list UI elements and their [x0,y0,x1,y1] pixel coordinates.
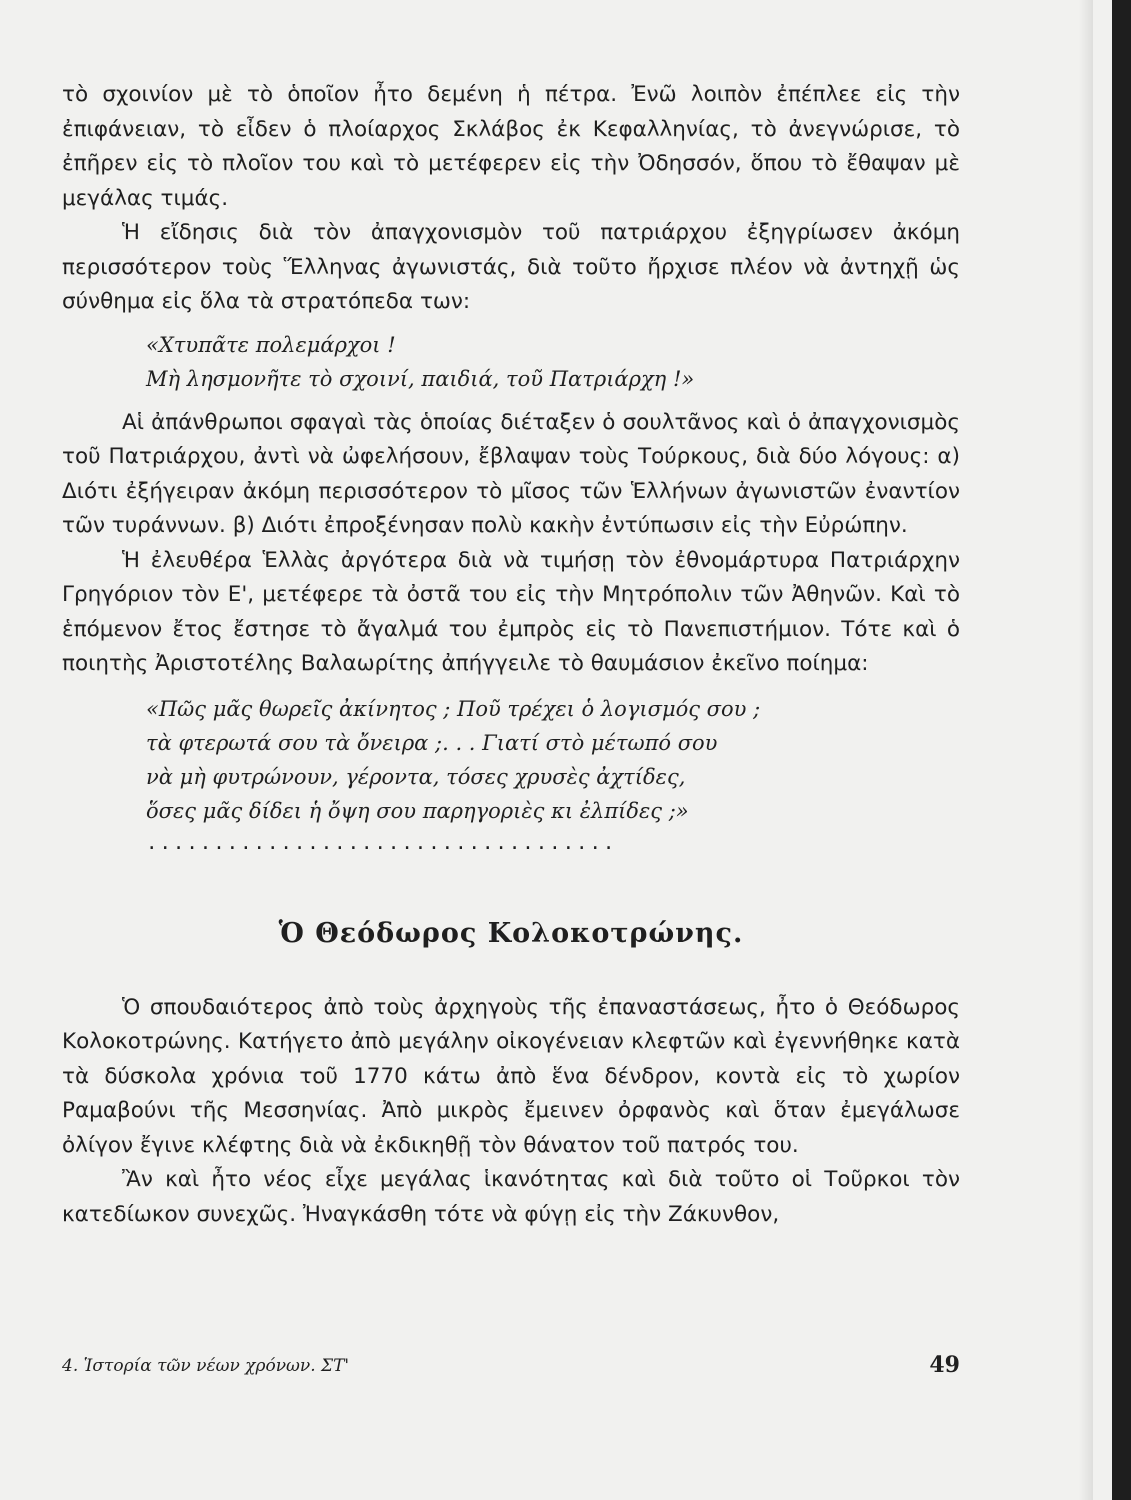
poem-line: «Πῶς μᾶς θωρεῖς ἀκίνητος ; Ποῦ τρέχει ὁ λογισμός σου ; [146,696,761,721]
paragraph: Ὁ σπουδαιότερος ἀπὸ τοὺς ἀρχηγοὺς τῆς ἐπαναστάσεως, ἦτο ὁ Θεόδωρος Κολοκοτρώνης. Κατήγετο ἀπὸ μεγάλην οἰκογένειαν κλεφτῶν καὶ ἐγεννήθηκε κατὰ τὰ δύσκολα χρόνια τοῦ 1770 κάτω ἀπὸ ἕνα δένδρον, κοντὰ εἰς τὸ χωρίον Ραμαβούνι τῆς Μεσσηνίας. Ἀπὸ μικρὸς ἔμεινεν ὀρφανὸς καὶ ὅταν ἐμεγάλωσε ὀλίγον ἔγινε κλέφτης διὰ νὰ ἐκδικηθῇ τὸν θάνατον τοῦ πατρός του. [62,994,960,1158]
page-edge-shadow [1079,0,1093,1500]
verse-line: «Χτυπᾶτε πολεμάρχοι ! [146,332,396,357]
poem-line: τὰ φτερωτά σου τὰ ὄνειρα ;. . . Γιατί στὸ μέτωπό σου [146,730,718,755]
section-heading: Ὁ Θεόδωρος Κολοκοτρώνης. [278,917,744,949]
page-footer [62,1352,960,1386]
poem [62,692,960,828]
paragraph: Ἡ εἴδησις διὰ τὸν ἀπαγχονισμὸν τοῦ πατριάρχου ἐξηγρίωσεν ἀκόμη περισσότερον τοὺς Ἕλληνας ἀγωνιστάς, διὰ τοῦτο ἤρχισε πλέον νὰ ἀντηχῇ ὡς σύνθημα εἰς ὅλα τὰ στρατόπεδα των: [62,220,960,314]
paragraph-continuation: τὸ σχοινίον μὲ τὸ ὁποῖον ἦτο δεμένη ἡ πέτρα. Ἐνῶ λοιπὸν ἐπέπλεε εἰς τὴν ἐπιφάνειαν, τὸ εἶδεν ὁ πλοίαρχος Σκλάβος ἐκ Κεφαλληνίας, τὸ ἀνεγνώρισε, τὸ ἐπῆρεν εἰς τὸ πλοῖον του καὶ τὸ μετέφερεν εἰς τὴν Ὀδησσόν, ὅπου τὸ ἔθαψαν μὲ μεγάλας τιμάς. [62,82,960,211]
page-number: 49 [929,1352,960,1378]
poem-line: νὰ μὴ φυτρώνουν, γέροντα, τόσες χρυσὲς ἀχτίδες, [146,764,686,789]
verse-line: Μὴ λησμονῆτε τὸ σχοινί, παιδιά, τοῦ Πατριάρχη !» [146,366,695,391]
paragraph: Αἱ ἀπάνθρωποι σφαγαὶ τὰς ὁποίας διέταξεν ὁ σουλτᾶνος καὶ ὁ ἀπαγχονισμὸς τοῦ Πατριάρχου, ἀντὶ νὰ ὠφελήσουν, ἔβλαψαν τοὺς Τούρκους, διὰ δύο λόγους: α) Διότι ἐξήγειραν ἀκόμη περισσότερον τὸ μῖσος τῶν Ἑλλήνων ἀγωνιστῶν ἐναντίον τῶν τυράννων. β) Διότι ἐπροξένησαν πολὺ κακὴν ἐντύπωσιν εἰς τὴν Εὐρώπην. [62,409,960,538]
text-block [62,78,960,1232]
paragraph: Ἂν καὶ ἦτο νέος εἶχε μεγάλας ἱκανότητας καὶ διὰ τοῦτο οἱ Τοῦρκοι τὸν κατεδίωκον συνεχῶς. Ἠναγκάσθη τότε νὰ φύγῃ εἰς τὴν Ζάκυνθον, [62,1167,960,1227]
paragraph: Ἡ ἐλευθέρα Ἑλλὰς ἀργότερα διὰ νὰ τιμήσῃ τὸν ἐθνομάρτυρα Πατριάρχην Γρηγόριον τὸν Ε', μετέφερε τὰ ὀστᾶ του εἰς τὴν Μητρόπολιν τῶν Ἀθηνῶν. Καὶ τὸ ἑπόμενον ἔτος ἔστησε τὸ ἄγαλμά του ἐμπρὸς εἰς τὸ Πανεπιστήμιον. Τότε καὶ ὁ ποιητὴς Ἀριστοτέλης Βαλαωρίτης ἀπήγγειλε τὸ θαυμάσιον ἐκεῖνο ποίημα: [62,547,960,676]
poem-line: ὅσες μᾶς δίδει ἡ ὄψη σου παρηγοριὲς κι ἐλπίδες ;» [146,798,689,823]
ellipsis-line: ................................... [146,831,617,854]
footer-reference: 4. Ἱστορία τῶν νέων χρόνων. ΣΤ' [62,1356,350,1376]
verse-quote [62,328,960,396]
